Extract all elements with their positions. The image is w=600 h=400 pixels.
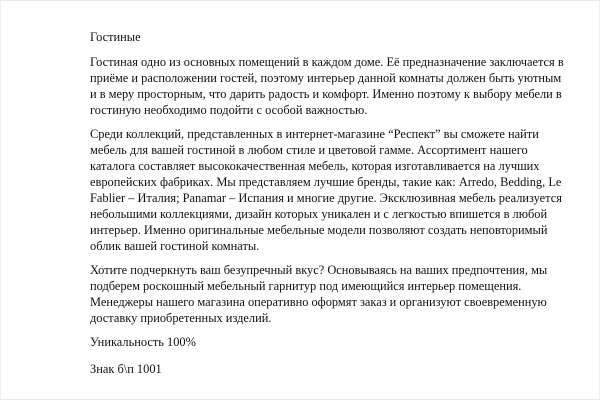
uniqueness-label: Уникальность 100% <box>90 335 196 349</box>
paragraph-order: Хотите подчеркнуть ваш безупречный вкус? Основываясь на ваших предпочтения, мы подберем роскошный мебельный гарнитур под имеющийся интерьер помещения. Менеджеры нашего магазина оперативно оформят заказ и организуют своевременную доставку приобретенных изделий. <box>90 263 548 325</box>
paragraph-intro: Гостиная одно из основных помещений в каждом доме. Её предназначение заключается в приёме и расположении гостей, поэтому интерьер данной комнаты должен быть уютным и в меру просторным, что дарить радость и комфорт. Именно поэтому к выбору мебели в гостиную необходимо подойти с особой важностью. <box>90 55 564 117</box>
document-heading: Гостиные <box>90 30 141 44</box>
document-body <box>90 29 568 388</box>
paragraph-collections: Среди коллекций, представленных в интернет-магазине “Респект” вы сможете найти мебель для вашей гостиной в любом стиле и цветовой гамме. Ассортимент нашего каталога составляет высококачественная мебель, которая изготавливается на лучших европейских фабриках. Мы представляем лучшие бренды, такие как: Arredo, Bedding, Le Fablier – Италия; Panamar – Испания и многие другие. Эксклюзивная мебель реализуется небольшими коллекциями, дизайн которых уникален и с легкостью впишется в любой интерьер. Именно оригинальные мебельные модели позволяют создать неповторимый облик вашей гостиной комнаты. <box>90 127 562 253</box>
char-count-label: Знак б\п 1001 <box>90 362 162 376</box>
